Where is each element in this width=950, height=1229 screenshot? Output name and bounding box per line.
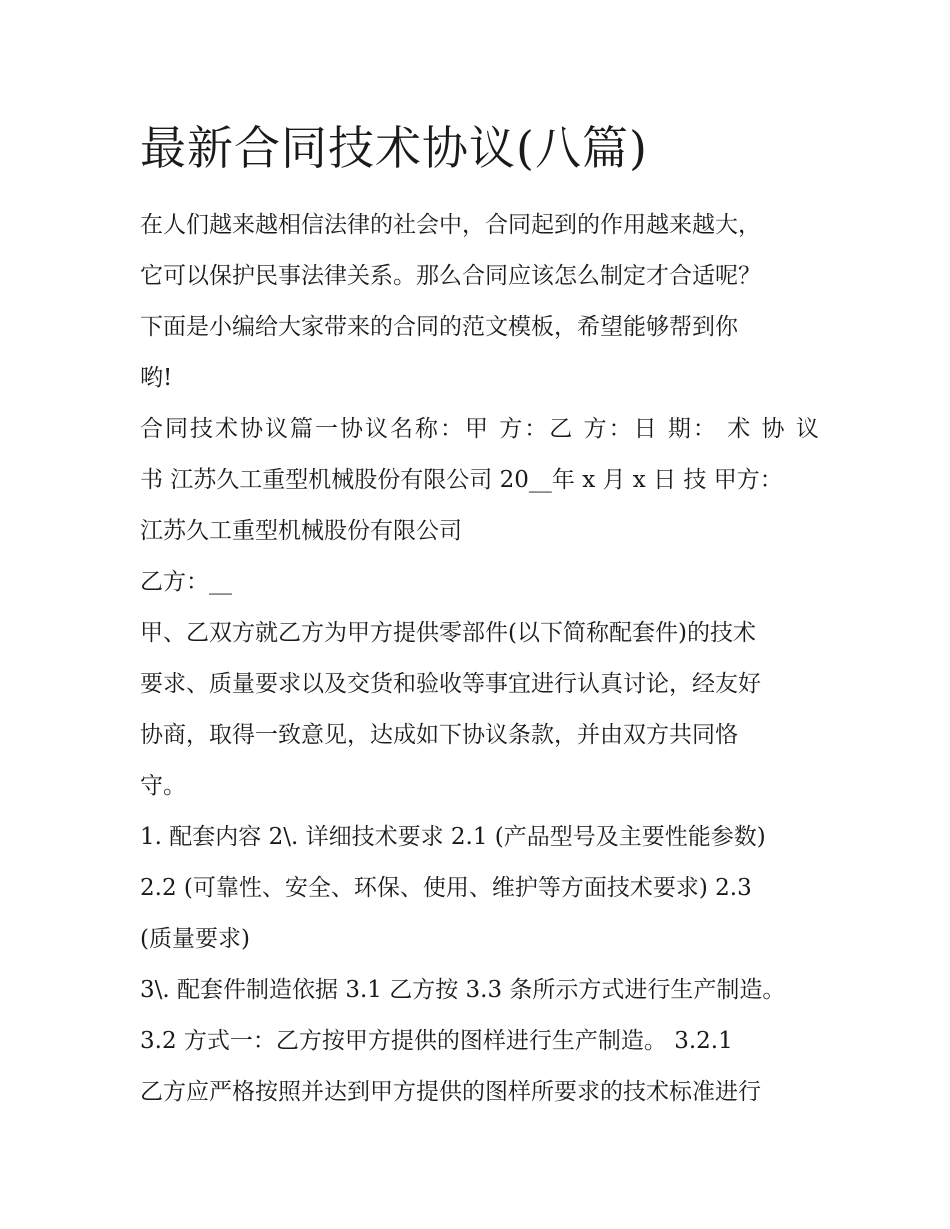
preamble-line: 甲、乙双方就乙方为甲方提供零部件(以下简称配套件)的技术 — [140, 620, 756, 646]
page-title: 最新合同技术协议(八篇) — [140, 121, 648, 175]
clause-line: (质量要求) — [140, 926, 250, 952]
intro-line: 它可以保护民事法律关系。那么合同应该怎么制定才合适呢？ — [140, 263, 761, 289]
party-b-line: 乙方：__ — [140, 569, 232, 595]
preamble-line: 守。 — [140, 773, 186, 799]
preamble-line: 要求、质量要求以及交货和验收等事宜进行认真讨论，经友好 — [140, 671, 761, 697]
agreement-header-paragraph — [140, 404, 821, 557]
intro-line: 在人们越来越相信法律的社会中，合同起到的作用越来越大， — [140, 212, 761, 238]
party-b-paragraph — [140, 557, 812, 608]
agreement-header-line: 合同技术协议篇一协议名称：甲 方：乙 方：日 期： 术 协 议 — [140, 416, 821, 442]
clause-line: 1. 配套内容 2\. 详细技术要求 2.1 (产品型号及主要性能参数) — [140, 824, 766, 850]
document-page — [140, 118, 821, 1118]
clause-line: 2.2 (可靠性、安全、环保、使用、维护等方面技术要求) 2.3 — [140, 875, 752, 901]
document-body — [140, 200, 821, 1118]
preamble-line: 协商，取得一致意见，达成如下协议条款，并由双方共同恪 — [140, 722, 738, 748]
intro-line: 哟! — [140, 365, 173, 391]
manufacture-paragraph — [140, 965, 812, 1118]
manufacture-line: 乙方应严格按照并达到甲方提供的图样所要求的技术标准进行 — [140, 1079, 761, 1105]
intro-paragraph — [140, 200, 812, 404]
intro-line: 下面是小编给大家带来的合同的范文模板，希望能够帮到你 — [140, 314, 738, 340]
preamble-paragraph — [140, 608, 812, 812]
agreement-header-line: 书 江苏久工重型机械股份有限公司 20__年 x 月 x 日 技 甲方： — [140, 467, 783, 493]
manufacture-line: 3.2 方式一：乙方按甲方提供的图样进行生产制造。 3.2.1 — [140, 1028, 733, 1054]
agreement-header-line: 江苏久工重型机械股份有限公司 — [140, 518, 462, 544]
clauses-paragraph — [140, 812, 812, 965]
manufacture-line: 3\. 配套件制造依据 3.1 乙方按 3.3 条所示方式进行生产制造。 — [140, 977, 786, 1003]
